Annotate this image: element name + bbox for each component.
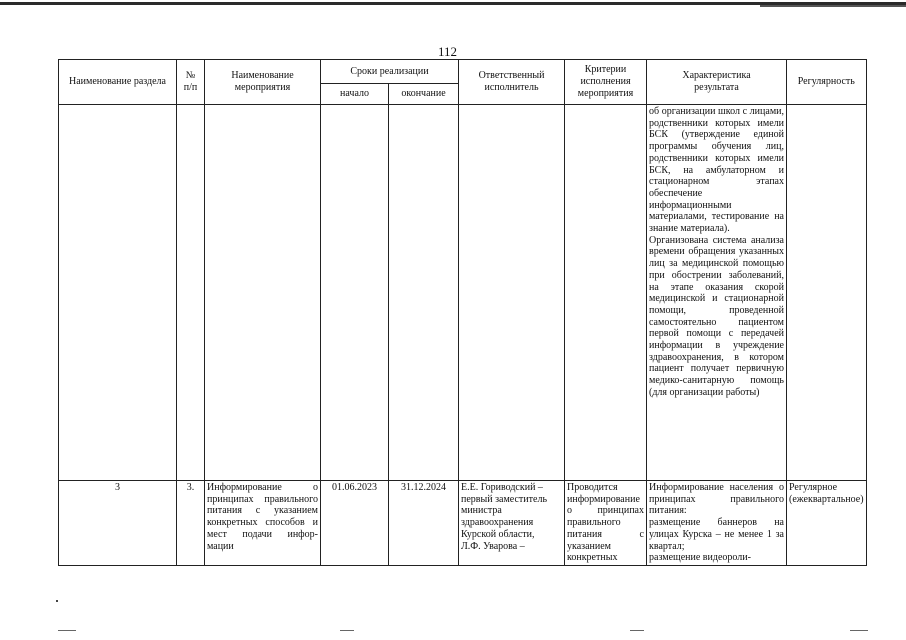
table-cell [459,105,565,481]
scan-speck [56,600,58,602]
scan-edge-line [760,5,906,7]
criteria-cell: Проводится информирование о принципах правильного питания с указанием конкретных [565,481,647,566]
result-cell: об организации школ с лицами, родственники которых имели БСК (утверждение единой программы обучения лиц, родственники которых имели БСК, на амбулаторном и стационарном этапах обеспечение информационными материалами, тестирование на знание материала). Организована система анализа времени обращения указанных лиц за медицинской помощью при обострении заболеваний, на этапе оказания скорой медицинской и стационарной помощи, проведенной самостоятельно пациентом первой помощи с передачей информации в учреждение здравоохранения, в котором пациент получает первичную медико-санитарную помощь (для организации работы) [647,105,787,481]
regularity-cell: Регулярное (ежеквартальное) [787,481,867,566]
responsible-cell: Е.Е. Гориводский – первый заместитель министра здравоохранения Курской области, Л.Ф. Уварова – [459,481,565,566]
scan-mark [58,630,76,631]
header-section-name: Наименование раздела [59,60,177,105]
result-cell: Информирование населения о принципах правильного питания: размещение баннеров на улицах Курска – не менее 1 за квартал; размещение видеороли- [647,481,787,566]
header-event-name: Наименование мероприятия [205,60,321,105]
scan-edge-bottom [0,626,906,640]
table-cell [177,105,205,481]
table-row [59,481,867,566]
scan-mark [340,630,354,631]
header-regularity: Регулярность [787,60,867,105]
header-end: окончание [389,84,459,105]
page-number: 112 [438,44,458,59]
table-cell [321,105,389,481]
number-cell: 3. [177,481,205,566]
header-responsible: Ответственный исполнитель [459,60,565,105]
plan-table [58,59,867,566]
header-result: Характеристика результата [647,60,787,105]
end-date-cell: 31.12.2024 [389,481,459,566]
table-row [59,105,867,481]
header-number: № п/п [177,60,205,105]
scan-edge [0,0,906,14]
scan-mark [850,630,868,631]
table-cell [205,105,321,481]
header-terms: Сроки реализации [321,60,459,84]
header-start: начало [321,84,389,105]
table-cell [59,105,177,481]
table-cell [787,105,867,481]
table-cell [565,105,647,481]
scan-mark [630,630,644,631]
start-date-cell: 01.06.2023 [321,481,389,566]
event-cell: Информирование о принципах правильного питания с указанием конкретных способов и мест подачи инфор-мации [205,481,321,566]
table-cell [389,105,459,481]
section-cell: 3 [59,481,177,566]
header-criteria: Критерии исполнения мероприятия [565,60,647,105]
